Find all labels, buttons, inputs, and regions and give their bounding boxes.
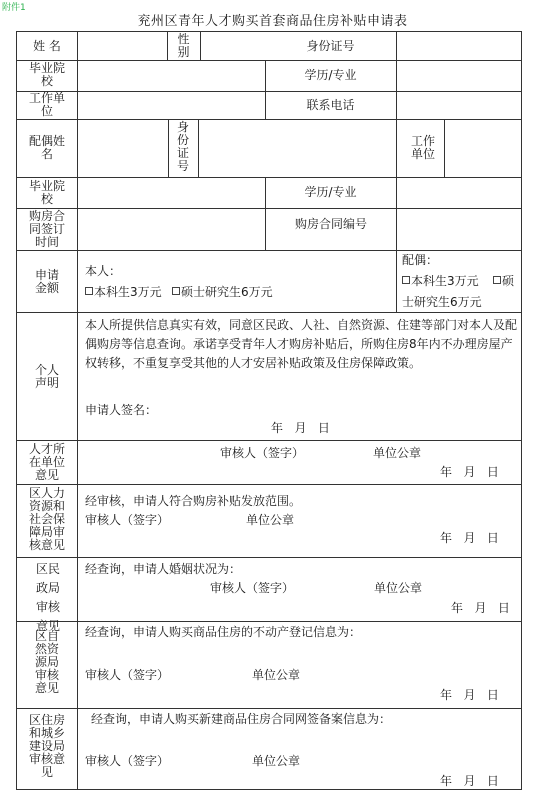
form-title: 兖州区青年人才购买首套商品住房补贴申请表: [137, 14, 408, 29]
contract-date-label: 购房合同签订时间: [28, 209, 65, 249]
id-number-field[interactable]: [399, 34, 517, 58]
declaration-text: 本人所提供信息真实有效，同意区民政、人社、自然资源、住建等部门对本人及配偶购房等信息查询。承诺享受青年人才购房补贴后，所购住房8年内不办理房屋产权转移，不重复享受其他的人才安居补贴政策及住房保障政策。: [85, 318, 518, 370]
natural-resources-reviewer: 审核人（签字）: [85, 668, 170, 682]
housing-label: 区住房和城乡建设局审核意见: [28, 713, 65, 779]
phone-label: 联系电话: [306, 98, 355, 112]
housing-reviewer: 审核人（签字）: [85, 754, 170, 768]
hrss-reviewer: 审核人（签字）: [85, 513, 170, 527]
hrss-text: 经审核，申请人符合购房补贴发放范围。: [85, 494, 302, 508]
spouse-work-unit-field[interactable]: [447, 122, 517, 174]
spouse-school-label: 毕业院校: [28, 179, 65, 206]
name-field[interactable]: [87, 34, 165, 58]
spouse-option-undergrad[interactable]: 本科生3万元: [402, 275, 479, 288]
attachment-mark: 附件1: [2, 3, 26, 13]
application-form: [16, 31, 522, 790]
natural-resources-text: 经查询，申请人购买商品住房的不动产登记信息为：: [85, 625, 362, 639]
spouse-education-major-field[interactable]: [399, 180, 517, 206]
apply-amount-label: 申请金额: [34, 268, 59, 295]
name-label: 姓 名: [33, 39, 61, 53]
housing-seal: 单位公章: [252, 754, 301, 768]
self-option-undergrad[interactable]: 本科生3万元: [85, 286, 162, 299]
spouse-id-label: 身份证号: [176, 120, 189, 173]
spouse-option-master[interactable]: 硕: [493, 275, 514, 288]
spouse-name-label: 配偶姓名: [28, 134, 65, 161]
declaration-date: 年 月 日: [271, 421, 330, 435]
civil-seal: 单位公章: [374, 581, 423, 595]
contract-no-field[interactable]: [399, 212, 517, 248]
spouse-work-unit-label: 工作单位: [410, 134, 435, 161]
civil-reviewer: 审核人（签字）: [210, 581, 295, 595]
work-unit-field[interactable]: [81, 93, 261, 117]
housing-text: 经查询，申请人购买新建商品住房合同网签备案信息为：: [91, 712, 392, 726]
talent-unit-label: 人才所在单位意见: [28, 442, 65, 482]
civil-date: 年 月 日: [451, 601, 510, 615]
gender-label: 性别: [177, 32, 190, 59]
self-option-master[interactable]: 硕士研究生6万元: [172, 286, 273, 299]
natural-resources-label: 区自然资源局审核意见: [34, 629, 59, 695]
contract-no-label: 购房合同编号: [294, 217, 367, 231]
phone-field[interactable]: [399, 93, 517, 117]
hrss-date: 年 月 日: [440, 531, 499, 545]
work-unit-label: 工作单位: [28, 91, 65, 118]
civil-text: 经查询，申请人婚姻状况为：: [85, 562, 242, 576]
education-major-field[interactable]: [399, 63, 517, 88]
spouse-amount-label: 配偶：: [402, 253, 439, 267]
declaration-label: 个人声明: [34, 363, 59, 390]
signature-label: 申请人签名：: [85, 403, 158, 417]
spouse-name-field[interactable]: [81, 122, 165, 174]
self-amount-label: 本人：: [85, 264, 122, 278]
housing-date: 年 月 日: [440, 774, 499, 788]
natural-resources-seal: 单位公章: [252, 668, 301, 682]
gender-field[interactable]: [203, 34, 263, 58]
spouse-id-field[interactable]: [203, 122, 393, 174]
contract-date-field[interactable]: [81, 212, 261, 248]
talent-date: 年 月 日: [440, 465, 499, 479]
hrss-label: 区人力资源和社会保障局审核意见: [28, 486, 65, 552]
education-major-label: 学历/专业: [304, 68, 357, 82]
graduate-school-field[interactable]: [81, 63, 261, 88]
spouse-education-major-label: 学历/专业: [304, 185, 357, 199]
hrss-seal: 单位公章: [246, 513, 295, 527]
graduate-school-label: 毕业院校: [28, 61, 65, 88]
talent-seal: 单位公章: [373, 446, 422, 460]
civil-label: 区民政局审核意见: [35, 562, 60, 633]
natural-resources-date: 年 月 日: [440, 688, 499, 702]
spouse-school-field[interactable]: [81, 180, 261, 206]
id-number-label: 身份证号: [306, 39, 355, 53]
spouse-option-master-cont: 士研究生6万元: [402, 295, 482, 309]
talent-reviewer: 审核人（签字）: [220, 446, 305, 460]
